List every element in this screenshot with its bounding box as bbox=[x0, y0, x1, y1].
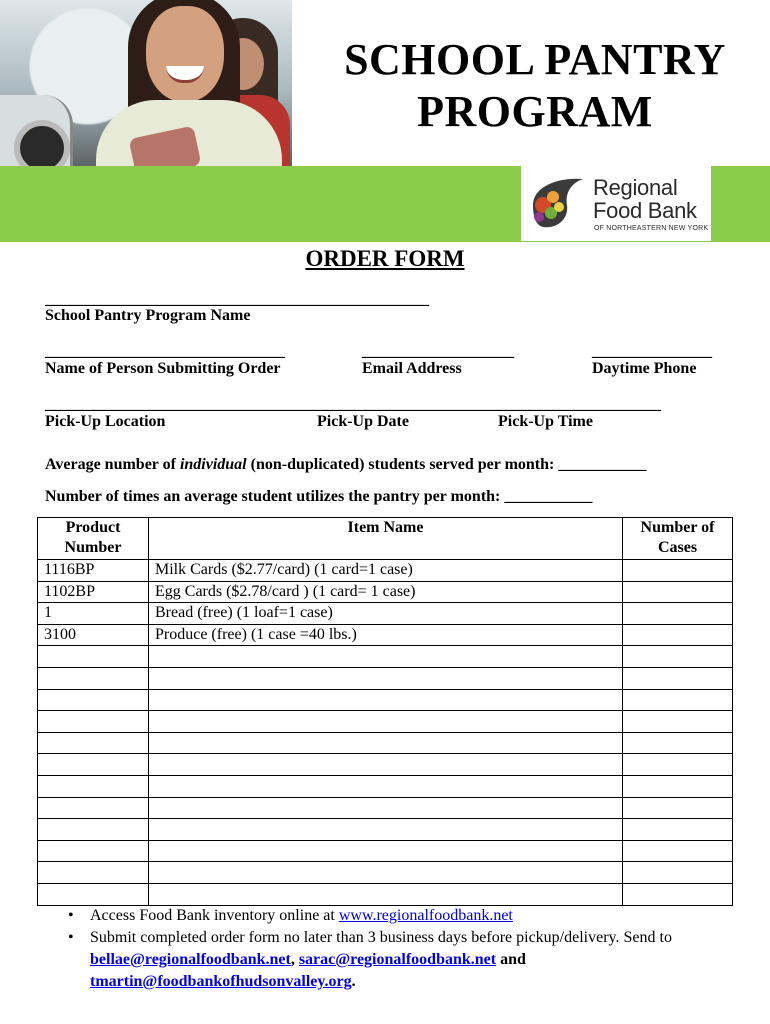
cornucopia-icon bbox=[527, 175, 587, 233]
cases-cell[interactable] bbox=[623, 862, 733, 884]
logo-text-food-bank: Food Bank bbox=[593, 198, 697, 223]
item-name-cell bbox=[149, 883, 623, 905]
cases-cell[interactable] bbox=[623, 732, 733, 754]
product-number-cell bbox=[38, 775, 149, 797]
table-row bbox=[38, 797, 733, 819]
header-photo bbox=[0, 0, 292, 166]
item-name-cell bbox=[149, 689, 623, 711]
phone-label: Daytime Phone bbox=[592, 360, 697, 377]
note-submit-text: Submit completed order form no later than 3 business days before pickup/delivery. Send to bbox=[90, 929, 672, 946]
order-table bbox=[37, 517, 733, 906]
email-link-bellae[interactable]: bellae@regionalfoodbank.net bbox=[90, 951, 291, 968]
title-line-2: PROGRAM bbox=[417, 87, 653, 136]
item-name-cell bbox=[149, 775, 623, 797]
table-row bbox=[38, 689, 733, 711]
table-row bbox=[38, 646, 733, 668]
inventory-link[interactable]: www.regionalfoodbank.net bbox=[338, 907, 513, 924]
email-separator: , bbox=[290, 951, 299, 968]
avg-students-italic: individual bbox=[179, 456, 247, 473]
cases-cell[interactable] bbox=[623, 646, 733, 668]
page-title bbox=[300, 34, 770, 138]
email-line[interactable]: ___________________ bbox=[362, 343, 514, 360]
cases-cell[interactable] bbox=[623, 819, 733, 841]
logo-text-regional: Regional bbox=[593, 175, 678, 200]
phone-line[interactable]: _______________ bbox=[592, 343, 712, 360]
item-name-cell bbox=[149, 862, 623, 884]
item-name-cell bbox=[149, 797, 623, 819]
item-name-cell: Egg Cards ($2.78/card ) (1 card= 1 case) bbox=[149, 581, 623, 603]
table-row bbox=[38, 754, 733, 776]
product-number-cell bbox=[38, 840, 149, 862]
product-number-cell bbox=[38, 754, 149, 776]
product-number-cell bbox=[38, 862, 149, 884]
email-label: Email Address bbox=[362, 360, 462, 377]
item-name-cell bbox=[149, 646, 623, 668]
table-row bbox=[38, 775, 733, 797]
item-name-cell bbox=[149, 819, 623, 841]
submitter-name-label: Name of Person Submitting Order bbox=[45, 360, 281, 377]
cases-cell[interactable] bbox=[623, 603, 733, 625]
product-number-cell: 1 bbox=[38, 603, 149, 625]
product-number-cell bbox=[38, 797, 149, 819]
title-line-1: SCHOOL PANTRY bbox=[344, 35, 726, 84]
pickup-date-label: Pick-Up Date bbox=[317, 413, 409, 430]
program-name-line[interactable]: ________________________________________________ bbox=[45, 291, 429, 308]
email-link-sarac[interactable]: sarac@regionalfoodbank.net bbox=[298, 951, 497, 968]
table-row bbox=[38, 560, 733, 582]
cases-cell[interactable] bbox=[623, 667, 733, 689]
cases-cell[interactable] bbox=[623, 840, 733, 862]
table-header-row bbox=[38, 518, 733, 560]
order-form-heading: ORDER FORM bbox=[305, 246, 465, 271]
item-name-cell: Milk Cards ($2.77/card) (1 card=1 case) bbox=[149, 560, 623, 582]
table-row bbox=[38, 840, 733, 862]
product-number-cell: 1116BP bbox=[38, 560, 149, 582]
product-number-cell bbox=[38, 646, 149, 668]
product-number-cell bbox=[38, 732, 149, 754]
item-name-cell: Bread (free) (1 loaf=1 case) bbox=[149, 603, 623, 625]
col-product-number-header: Product Number bbox=[38, 518, 149, 560]
product-number-cell bbox=[38, 883, 149, 905]
email-and: and bbox=[496, 951, 526, 968]
product-number-cell bbox=[38, 667, 149, 689]
pickup-location-label: Pick-Up Location bbox=[45, 413, 166, 430]
item-name-cell bbox=[149, 732, 623, 754]
pickup-time-label: Pick-Up Time bbox=[498, 413, 593, 430]
avg-students-field[interactable] bbox=[45, 455, 646, 475]
photo-student-face bbox=[146, 6, 224, 102]
table-row bbox=[38, 711, 733, 733]
cases-cell[interactable] bbox=[623, 797, 733, 819]
table-row bbox=[38, 862, 733, 884]
product-number-cell bbox=[38, 819, 149, 841]
note-inventory-text: Access Food Bank inventory online at bbox=[90, 907, 339, 924]
cases-cell[interactable] bbox=[623, 581, 733, 603]
col-cases-header: Number of Cases bbox=[623, 518, 733, 560]
avg-students-suffix: (non-duplicated) students served per month: ___________ bbox=[246, 456, 647, 473]
product-number-cell bbox=[38, 711, 149, 733]
cases-cell[interactable] bbox=[623, 689, 733, 711]
product-number-cell: 1102BP bbox=[38, 581, 149, 603]
table-row bbox=[38, 732, 733, 754]
table-row bbox=[38, 667, 733, 689]
food-bank-logo bbox=[521, 166, 711, 241]
item-name-cell bbox=[149, 840, 623, 862]
table-row bbox=[38, 819, 733, 841]
cases-cell[interactable] bbox=[623, 754, 733, 776]
product-number-cell: 3100 bbox=[38, 624, 149, 646]
program-name-label: School Pantry Program Name bbox=[45, 307, 251, 324]
times-per-month-field[interactable]: Number of times an average student utilizes the pantry per month: ___________ bbox=[45, 488, 593, 505]
table-row bbox=[38, 581, 733, 603]
item-name-cell: Produce (free) (1 case =40 lbs.) bbox=[149, 624, 623, 646]
cases-cell[interactable] bbox=[623, 711, 733, 733]
note-submit bbox=[64, 927, 734, 993]
note-end: . bbox=[351, 973, 356, 990]
email-link-tmartin[interactable]: tmartin@foodbankofhudsonvalley.org bbox=[90, 973, 352, 990]
logo-text-region: OF NORTHEASTERN NEW YORK bbox=[594, 225, 709, 232]
product-number-cell bbox=[38, 689, 149, 711]
table-row bbox=[38, 883, 733, 905]
item-name-cell bbox=[149, 754, 623, 776]
table-row bbox=[38, 603, 733, 625]
cases-cell[interactable] bbox=[623, 883, 733, 905]
item-name-cell bbox=[149, 667, 623, 689]
notes-list bbox=[64, 905, 734, 993]
cases-cell[interactable] bbox=[623, 560, 733, 582]
submitter-name-line[interactable]: ______________________________ bbox=[45, 343, 285, 360]
cases-cell[interactable] bbox=[623, 624, 733, 646]
note-inventory bbox=[64, 905, 734, 927]
item-name-cell bbox=[149, 711, 623, 733]
col-item-name-header: Item Name bbox=[149, 518, 623, 560]
avg-students-prefix: Average number of bbox=[45, 456, 180, 473]
pickup-line[interactable]: _____________________________________________________________________________ bbox=[45, 396, 661, 413]
table-row bbox=[38, 624, 733, 646]
cases-cell[interactable] bbox=[623, 775, 733, 797]
